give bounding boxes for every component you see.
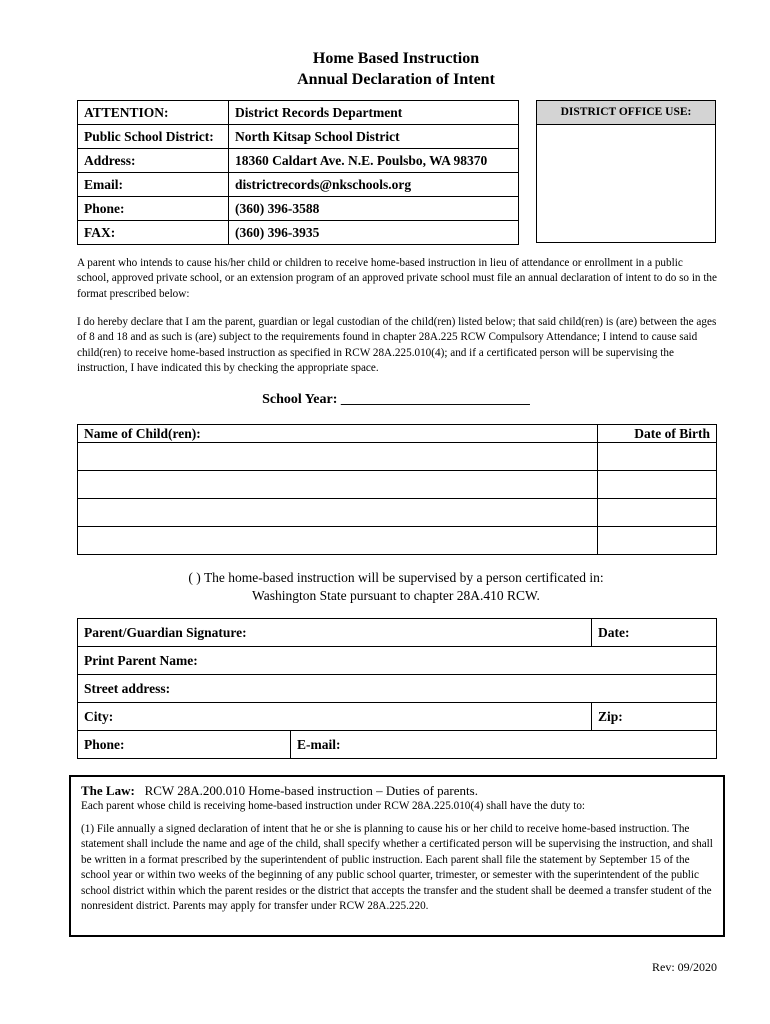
contact-label: FAX: xyxy=(78,221,229,245)
contact-row xyxy=(78,173,519,197)
contact-value: (360) 396-3935 xyxy=(229,221,519,245)
law-intro: Each parent whose child is receiving home-based instruction under RCW 28A.225.010(4) shall have the duty to: xyxy=(81,800,586,812)
certification-text-1: The home-based instruction will be supervised by a person certificated in: xyxy=(203,570,604,585)
district-office-use-label: DISTRICT OFFICE USE: xyxy=(537,101,715,125)
page-title: Home Based Instruction xyxy=(312,50,480,67)
signature-row xyxy=(78,619,717,647)
contact-row xyxy=(78,149,519,173)
law-body: (1) File annually a signed declaration of intent that he or she is planning to cause his or her child to receive home-based instruction. The statement shall include the name and age of the child, shall specify whether a certificated person will be supervising the instruction, and shall be written in a format prescribed by the superintendent of public instruction. Each parent shall file the statement by September 15 of the school year or within two weeks of the beginning of any public school quarter, trimester, or semester with the superintendent of the public school district within which the parent resides or the district that accepts the transfer and the student shall be deemed a transfer student of the nonresident district. Parents may apply for transfer under RCW 28A.225.220. xyxy=(81,823,713,913)
contact-value: North Kitsap School District xyxy=(229,125,519,149)
signature-row xyxy=(78,647,717,675)
contact-value: 18360 Caldart Ave. N.E. Poulsbo, WA 98370 xyxy=(229,149,519,173)
children-header-row xyxy=(78,425,717,443)
contact-value: District Records Department xyxy=(229,101,519,125)
contact-row xyxy=(78,101,519,125)
certification-checkbox[interactable]: ( ) xyxy=(188,570,201,585)
law-label: The Law: xyxy=(81,783,135,798)
certification-statement xyxy=(0,569,770,605)
child-dob-field[interactable] xyxy=(598,471,717,499)
signature-row xyxy=(78,731,717,759)
law-box xyxy=(69,775,725,937)
page-subtitle: Annual Declaration of Intent xyxy=(297,71,495,88)
child-dob-field[interactable] xyxy=(598,443,717,471)
district-office-use-box xyxy=(536,100,716,243)
signature-table xyxy=(77,618,717,759)
child-dob-field[interactable] xyxy=(598,527,717,555)
contact-row xyxy=(78,221,519,245)
child-row xyxy=(78,471,717,499)
contact-label: Email: xyxy=(78,173,229,197)
contact-value: (360) 396-3588 xyxy=(229,197,519,221)
school-year-label: School Year: xyxy=(262,392,341,407)
child-name-field[interactable] xyxy=(78,443,598,471)
children-table xyxy=(77,424,717,555)
child-row xyxy=(78,499,717,527)
child-row xyxy=(78,527,717,555)
parent-signature-field[interactable]: Parent/Guardian Signature: xyxy=(78,619,592,647)
declaration-paragraph: I do hereby declare that I am the parent, guardian or legal custodian of the child(ren) listed below; that said child(ren) is (are) between the ages of 8 and 18 and as such is (are) subject to the requirements found in chapter 28A.225 RCW Compulsory Attendance; I intend to cause said child(ren) to receive home-based instruction as specified in RCW 28A.225.010(4); and if a certificated person will be supervising the instruction, I have indicated this by checking the appropriate space. xyxy=(77,316,717,375)
contact-label: Phone: xyxy=(78,197,229,221)
child-row xyxy=(78,443,717,471)
child-name-header: Name of Child(ren): xyxy=(78,425,598,443)
certification-line-2: Washington State pursuant to chapter 28A.410 RCW. xyxy=(252,588,540,603)
signature-row xyxy=(78,703,717,731)
intro-paragraph: A parent who intends to cause his/her child or children to receive home-based instruction in lieu of attendance or enrollment in a public school, approved private school, or an extension program of an approved private school must file an annual declaration of intent to do so in the format prescribed below: xyxy=(77,257,717,300)
child-name-field[interactable] xyxy=(78,499,598,527)
contact-table xyxy=(77,100,519,245)
revision-label: Rev: 09/2020 xyxy=(652,960,717,974)
email-field[interactable]: E-mail: xyxy=(291,731,717,759)
zip-field[interactable]: Zip: xyxy=(592,703,717,731)
date-field[interactable]: Date: xyxy=(592,619,717,647)
date-of-birth-header: Date of Birth xyxy=(598,425,717,443)
law-heading xyxy=(81,782,713,799)
contact-label: Address: xyxy=(78,149,229,173)
street-address-field[interactable]: Street address: xyxy=(78,675,717,703)
certification-line-1 xyxy=(0,569,770,587)
phone-field[interactable]: Phone: xyxy=(78,731,291,759)
city-field[interactable]: City: xyxy=(78,703,592,731)
print-parent-name-field[interactable]: Print Parent Name: xyxy=(78,647,717,675)
contact-value: districtrecords@nkschools.org xyxy=(229,173,519,197)
contact-label: Public School District: xyxy=(78,125,229,149)
law-citation: RCW 28A.200.010 Home-based instruction – Duties of parents. xyxy=(144,783,478,798)
school-year-field[interactable]: ___________________________ xyxy=(340,392,530,407)
child-dob-field[interactable] xyxy=(598,499,717,527)
child-name-field[interactable] xyxy=(78,527,598,555)
contact-label: ATTENTION: xyxy=(78,101,229,125)
contact-row xyxy=(78,197,519,221)
contact-row xyxy=(78,125,519,149)
school-year xyxy=(0,392,770,408)
child-name-field[interactable] xyxy=(78,471,598,499)
signature-row xyxy=(78,675,717,703)
